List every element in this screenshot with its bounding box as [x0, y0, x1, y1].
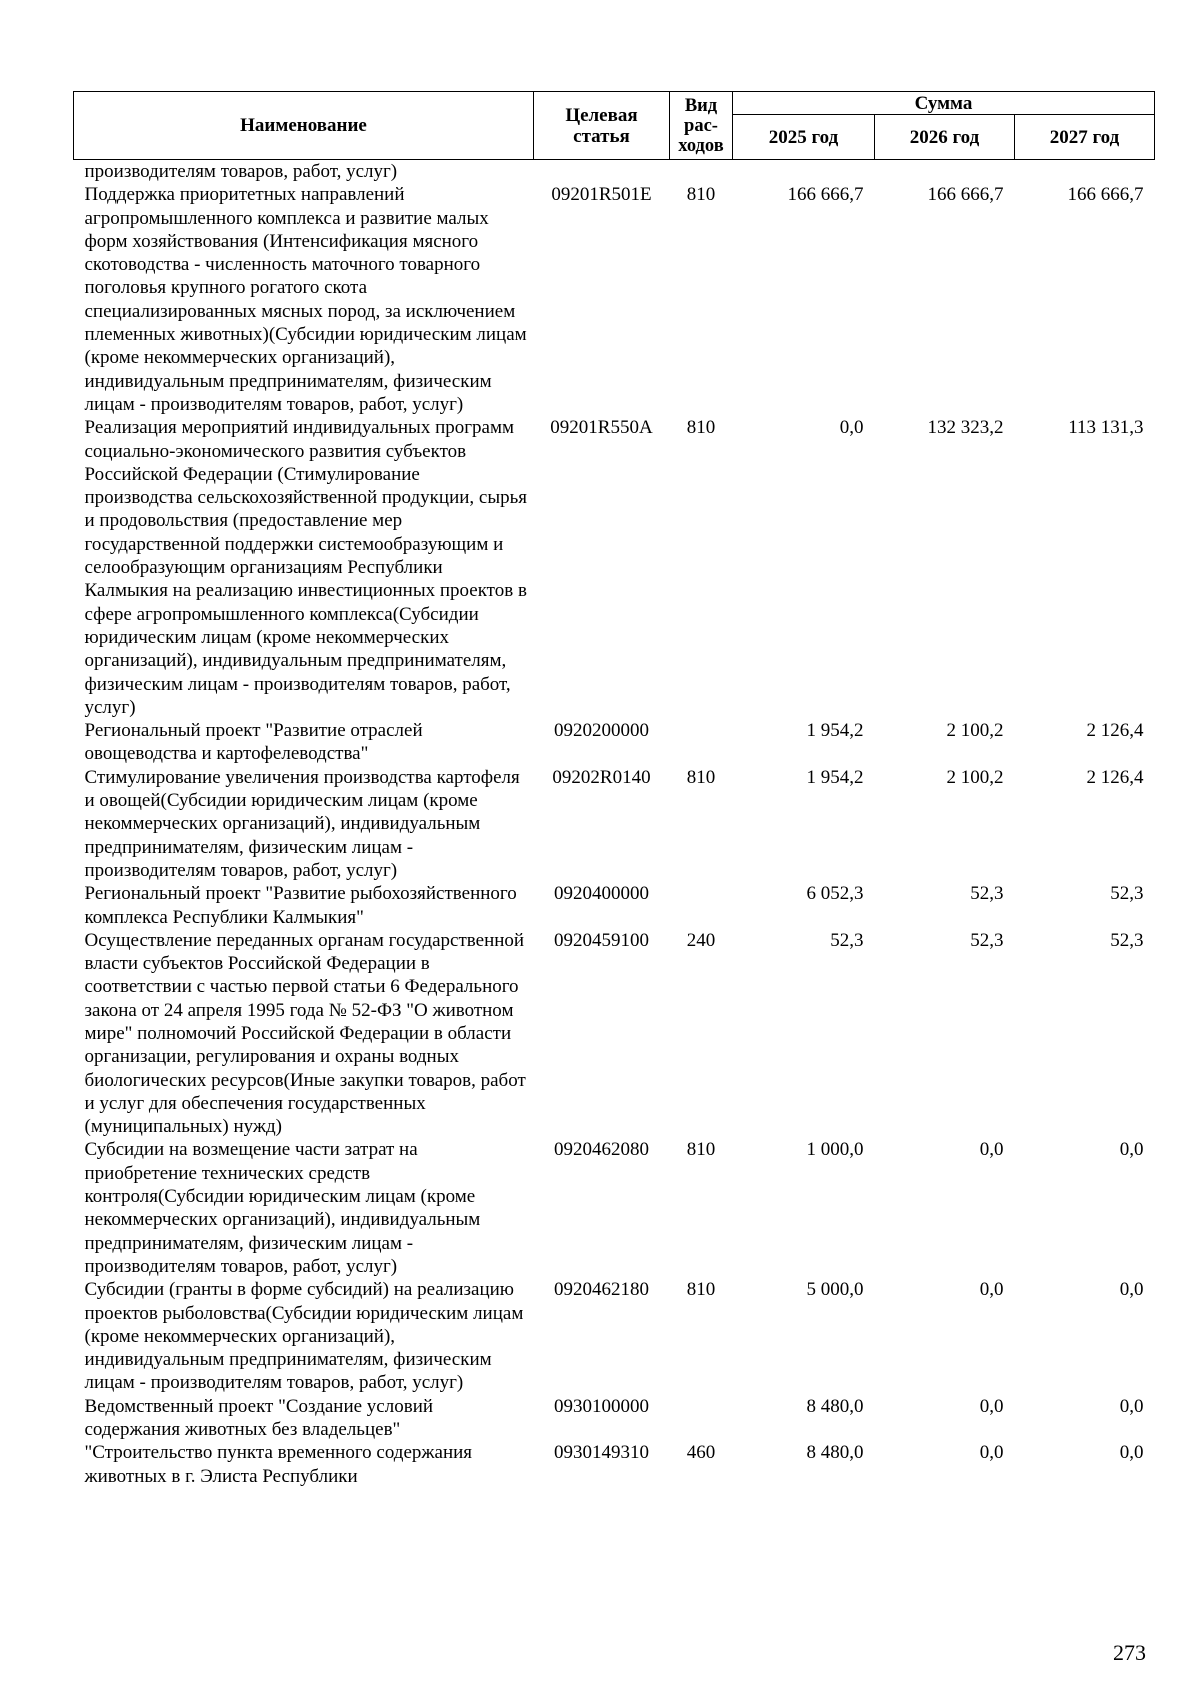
cell-vid: 810 — [686, 1279, 716, 1301]
cell-2026: 0,0 — [979, 1442, 1004, 1464]
cell-name: производителям товаров, работ, услуг) — [84, 161, 398, 182]
cell-2025: 0,0 — [839, 417, 864, 439]
cell-2026 — [875, 160, 1015, 184]
cell-vid: 240 — [686, 929, 716, 951]
cell-2027: 0,0 — [1119, 1442, 1144, 1464]
cell-2026: 0,0 — [979, 1395, 1004, 1417]
cell-2025: 8 480,0 — [806, 1395, 864, 1417]
table-body — [74, 160, 1155, 1488]
cell-2025: 1 954,2 — [806, 720, 864, 742]
cell-2026: 166 666,7 — [927, 184, 1004, 206]
cell-2026: 2 100,2 — [946, 766, 1004, 788]
cell-vid — [670, 160, 733, 184]
cell-article: 0920462180 — [554, 1279, 649, 1301]
cell-name: Реализация мероприятий индивидуальных программ социально-экономического развития субъектов Российской Федерации (Стимулирование производства сельскохозяйственной продукции, сырья и продовольствия (предоставление мер государственной поддержки системообразующим и селообразующим организациям Республики Калмыкия на реализацию инвестиционных проектов в сфере агропромышленного комплекса(Субсидии юридическим лицам (кроме некоммерческих организаций), индивидуальным предпринимателям, физическим лицам - производителям товаров, работ, услуг) — [84, 417, 528, 718]
cell-2025: 52,3 — [830, 929, 864, 951]
cell-name: Субсидии на возмещение части затрат на приобретение технических средств контроля(Субсидии юридическим лицам (кроме некоммерческих организаций), индивидуальным предпринимателям, физическим лицам - производителям товаров, работ, услуг) — [84, 1139, 481, 1277]
header-year-2027: 2027 год — [1015, 115, 1155, 160]
header-vid: Вид рас-ходов — [670, 92, 733, 160]
table-header — [74, 92, 1155, 160]
cell-name: Региональный проект "Развитие рыбохозяйственного комплекса Республики Калмыкия" — [84, 883, 517, 928]
cell-vid: 810 — [686, 1139, 716, 1161]
cell-2027: 0,0 — [1119, 1139, 1144, 1161]
cell-name: Осуществление переданных органам государственной власти субъектов Российской Федерации в соответствии с частью первой статьи 6 Федерального закона от 24 апреля 1995 года № 52-ФЗ "О животном мире" полномочий Российской Федерации в области организации, регулирования и охраны водных биологических ресурсов(Иные закупки товаров, работ и услуг для обеспечения государственных (муниципальных) нужд) — [84, 929, 526, 1138]
cell-name: Стимулирование увеличения производства картофеля и овощей(Субсидии юридическим лицам (кроме некоммерческих организаций), индивидуальным предпринимателям, физическим лицам - производителям товаров, работ, услуг) — [84, 766, 520, 881]
cell-2025: 8 480,0 — [806, 1442, 864, 1464]
cell-article: 0920200000 — [554, 720, 649, 742]
cell-article: 0930149310 — [554, 1442, 649, 1464]
cell-article: 09201R501E — [551, 184, 652, 206]
cell-2026: 0,0 — [979, 1279, 1004, 1301]
cell-vid: 460 — [686, 1442, 716, 1464]
cell-article: 09202R0140 — [552, 766, 651, 788]
budget-table — [73, 91, 1155, 1488]
cell-vid — [670, 882, 733, 929]
header-sum: Сумма — [733, 92, 1155, 115]
cell-article: 0930100000 — [554, 1395, 649, 1417]
cell-2026: 2 100,2 — [946, 720, 1004, 742]
header-year-2026: 2026 год — [875, 115, 1015, 160]
table-row — [74, 719, 1155, 766]
cell-vid: 810 — [686, 184, 716, 206]
cell-2027: 52,3 — [1110, 929, 1144, 951]
cell-2027: 166 666,7 — [1067, 184, 1144, 206]
header-year-2025: 2025 год — [733, 115, 875, 160]
table-row — [74, 160, 1155, 184]
cell-2027: 0,0 — [1119, 1279, 1144, 1301]
cell-2027: 52,3 — [1110, 883, 1144, 905]
cell-vid — [670, 719, 733, 766]
cell-2027: 2 126,4 — [1086, 766, 1144, 788]
table-row — [74, 416, 1155, 719]
cell-2026: 132 323,2 — [927, 417, 1004, 439]
table-row — [74, 1138, 1155, 1278]
cell-2026: 52,3 — [970, 929, 1004, 951]
cell-article: 09201R550A — [550, 417, 653, 439]
cell-2027: 0,0 — [1119, 1395, 1144, 1417]
cell-2025: 5 000,0 — [806, 1279, 864, 1301]
cell-name: Ведомственный проект "Создание условий содержания животных без владельцев" — [84, 1395, 434, 1441]
cell-article — [534, 160, 670, 184]
table-row — [74, 766, 1155, 882]
cell-name: Поддержка приоритетных направлений агропромышленного комплекса и развитие малых форм хозяйствования (Интенсификация мясного скотоводства - численность маточного товарного поголовья крупного рогатого скота специализированных мясных пород, за исключением племенных животных)(Субсидии юридическим лицам (кроме некоммерческих организаций), индивидуальным предпринимателям, физическим лицам - производителям товаров, работ, услуг) — [84, 184, 527, 415]
cell-article: 0920462080 — [554, 1139, 649, 1161]
table-row — [74, 183, 1155, 416]
cell-2027 — [1015, 160, 1155, 184]
cell-2027: 2 126,4 — [1086, 720, 1144, 742]
cell-2025: 6 052,3 — [806, 883, 864, 905]
cell-2025: 1 000,0 — [806, 1139, 864, 1161]
table-row — [74, 882, 1155, 929]
cell-name: Региональный проект "Развитие отраслей овощеводства и картофелеводства" — [84, 720, 423, 765]
cell-vid — [670, 1395, 733, 1442]
cell-2025 — [733, 160, 875, 184]
cell-name: "Строительство пункта временного содержания животных в г. Элиста Республики — [84, 1442, 473, 1487]
table-row — [74, 1441, 1155, 1488]
table-row — [74, 1395, 1155, 1442]
header-name: Наименование — [74, 92, 534, 160]
cell-article: 0920459100 — [554, 929, 649, 951]
cell-article: 0920400000 — [554, 883, 649, 905]
cell-vid: 810 — [686, 417, 716, 439]
page-number: 273 — [1113, 1640, 1146, 1665]
cell-2025: 166 666,7 — [787, 184, 864, 206]
cell-2027: 113 131,3 — [1068, 417, 1144, 439]
cell-vid: 810 — [686, 766, 716, 788]
cell-2026: 0,0 — [979, 1139, 1004, 1161]
table-row — [74, 1278, 1155, 1394]
cell-2026: 52,3 — [970, 883, 1004, 905]
cell-name: Субсидии (гранты в форме субсидий) на реализацию проектов рыболовства(Субсидии юридическим лицам (кроме некоммерческих организаций), индивидуальным предпринимателям, физическим лицам - производителям товаров, работ, услуг) — [84, 1279, 524, 1394]
table-row — [74, 929, 1155, 1139]
cell-2025: 1 954,2 — [806, 766, 864, 788]
header-article: Целевая статья — [534, 92, 670, 160]
